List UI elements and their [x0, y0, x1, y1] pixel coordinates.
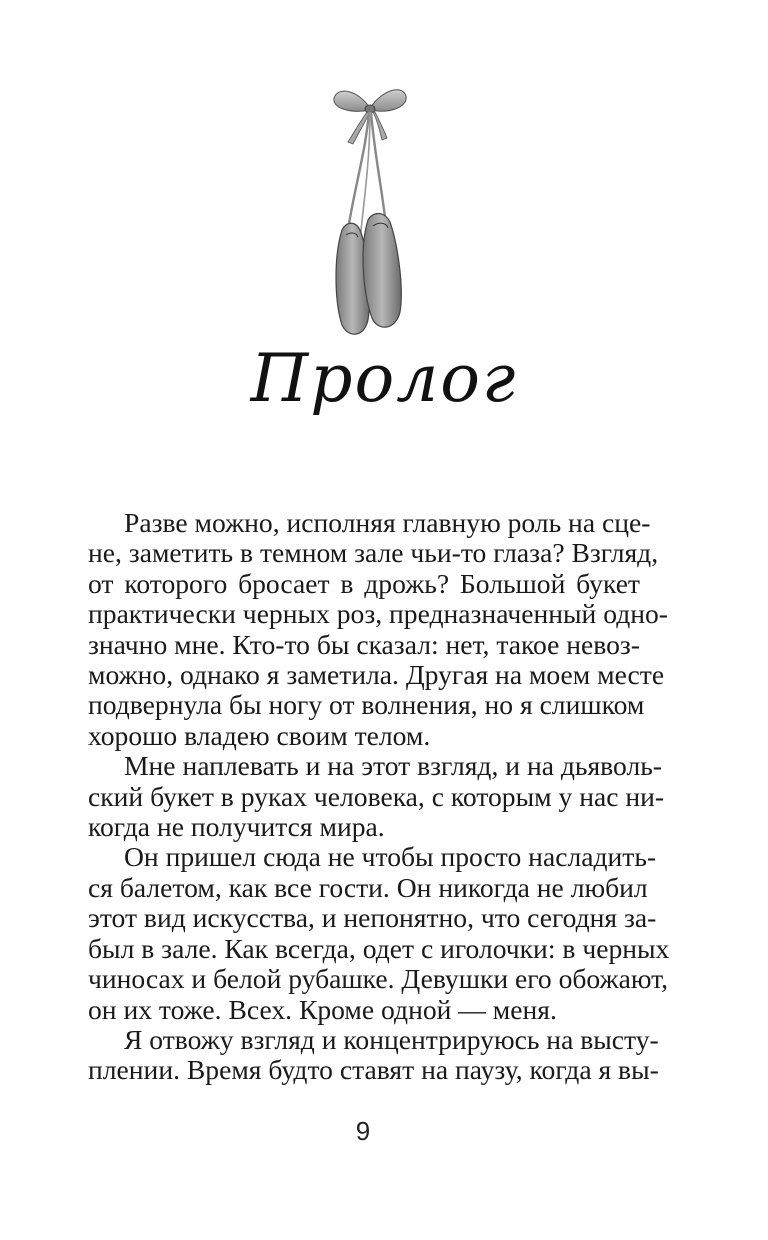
- text-line: когда не получится мира.: [88, 811, 385, 843]
- chapter-title: Пролог: [250, 340, 518, 417]
- paragraph-4: [88, 1023, 659, 1086]
- paragraph-2: [88, 750, 665, 843]
- paragraph-1: [88, 507, 668, 751]
- text-line: Мне наплевать и на этот взгляд, и на дьяволь-: [124, 750, 662, 782]
- text-line: этот вид искусства, и непонятно, что сегодня за-: [88, 902, 657, 934]
- text-line: можно, однако я заметила. Другая на моем месте: [88, 659, 665, 691]
- text-line: значно мне. Кто-то бы сказал: нет, такое невоз-: [88, 628, 640, 660]
- pointe-shoes-icon: [320, 80, 420, 350]
- text-line: был в зале. Как всегда, одет с иголочки: в черных: [88, 932, 670, 964]
- text-line: от которого бросает в дрожь? Большой букет: [88, 567, 640, 599]
- text-line: подвернула бы ногу от волнения, но я слишком: [88, 689, 645, 721]
- text-line: ся балетом, как все гости. Он никогда не любил: [88, 871, 648, 903]
- body-text: [88, 507, 670, 1086]
- text-line: не, заметить в темном зале чьи-то глаза? Взгляд,: [88, 537, 659, 569]
- text-line: Разве можно, исполняя главную роль на сце-: [124, 507, 651, 538]
- text-line: практически черных роз, предназначенный одно-: [88, 598, 668, 630]
- text-line: плении. Время будто ставят на паузу, когда я вы-: [88, 1054, 659, 1086]
- page-number: 9: [355, 1116, 371, 1146]
- text-line: хорошо владею своим телом.: [88, 719, 431, 751]
- paragraph-3: [88, 841, 670, 1025]
- text-line: ский букет в руках человека, с которым у нас ни-: [88, 780, 665, 812]
- text-line: чиносах и белой рубашке. Девушки его обожают,: [88, 963, 668, 995]
- text-line: Я отвожу взгляд и концентрируюсь на высту-: [124, 1023, 659, 1055]
- text-line: он их тоже. Всех. Кроме одной — меня.: [88, 993, 557, 1025]
- text-line: Он пришел сюда не чтобы просто насладить-: [124, 841, 657, 873]
